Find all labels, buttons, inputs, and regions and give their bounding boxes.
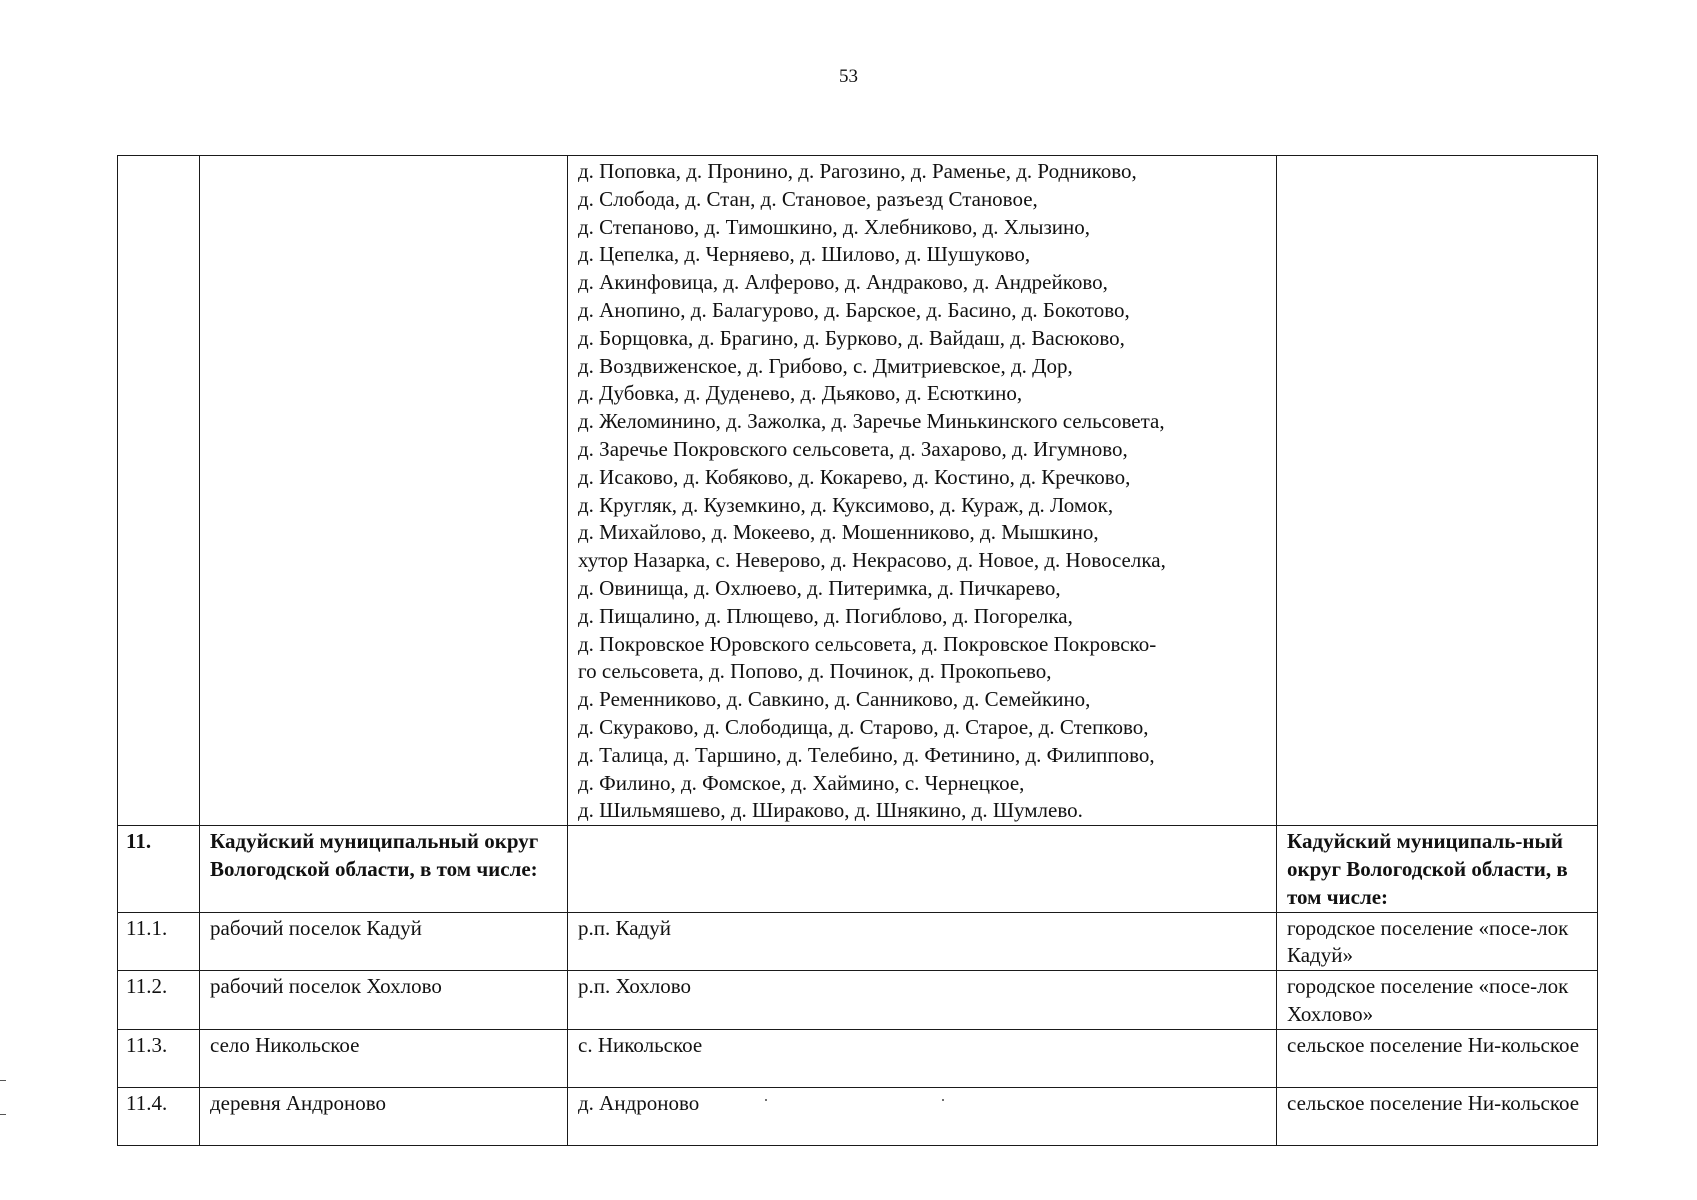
settlements-list-line: д. Покровское Юровского сельсовета, д. Покровское Покровско-: [578, 631, 1157, 656]
row-name: деревня Андроново: [200, 1087, 568, 1145]
section-row: [118, 826, 1598, 912]
section-name: Кадуйский муниципальный округ Вологодской области, в том числе:: [200, 826, 568, 912]
table-row: [118, 912, 1598, 971]
settlements-list-line: д. Кругляк, д. Куземкино, д. Куксимово, д. Кураж, д. Ломок,: [578, 492, 1114, 517]
settlements-list-line: д. Исаково, д. Кобяково, д. Кокарево, д. Костино, д. Кречково,: [578, 464, 1131, 489]
settlements-list-line: д. Желоминино, д. Зажолка, д. Заречье Минькинского сельсовета,: [578, 409, 1165, 434]
settlements-list-line: д. Слобода, д. Стан, д. Становое, разъезд Становое,: [578, 186, 1038, 211]
row-name: рабочий поселок Кадуй: [200, 912, 568, 971]
settlements-list-line: д. Овинища, д. Охлюево, д. Питеримка, д. Пичкарево,: [578, 575, 1061, 600]
settlements-list-line: д. Талица, д. Таршино, д. Телебино, д. Фетинино, д. Филиппово,: [578, 742, 1155, 767]
table-row: [118, 1029, 1598, 1087]
settlements-list-line: д. Воздвиженское, д. Грибово, с. Дмитриевское, д. Дор,: [578, 353, 1073, 378]
settlements-list-line: д. Шильмяшево, д. Шираково, д. Шнякино, д. Шумлево.: [578, 798, 1083, 823]
section-settlements: [568, 826, 1277, 912]
settlements-list-cell: [568, 156, 1277, 826]
settlements-list-line: д. Михайлово, д. Мокеево, д. Мошенниково, д. Мышкино,: [578, 520, 1099, 545]
row-name: село Никольское: [200, 1029, 568, 1087]
name-cell: [200, 156, 568, 826]
scan-margin-mark: [0, 1114, 6, 1115]
settlements-list-line: д. Цепелка, д. Черняево, д. Шилово, д. Шушуково,: [578, 242, 1031, 267]
row-number: 11.4.: [118, 1087, 200, 1145]
settlements-list-line: д. Дубовка, д. Дуденево, д. Дьяково, д. Есюткино,: [578, 381, 1023, 406]
page-number: 53: [839, 66, 858, 87]
scan-margin-mark: [0, 1080, 6, 1081]
row-municipality: городское поселение «посе-лок Хохлово»: [1277, 971, 1598, 1030]
number-cell: [118, 156, 200, 826]
row-number: 11.2.: [118, 971, 200, 1030]
row-settlements: д. Андроново: [568, 1087, 1277, 1145]
scan-dot: [942, 1099, 944, 1101]
row-municipality: городское поселение «посе-лок Кадуй»: [1277, 912, 1598, 971]
row-name: рабочий поселок Хохлово: [200, 971, 568, 1030]
settlements-list-line: д. Скураково, д. Слободища, д. Старово, д. Старое, д. Степково,: [578, 714, 1149, 739]
settlements-list-line: го сельсовета, д. Попово, д. Починок, д. Прокопьево,: [578, 659, 1052, 684]
row-settlements: с. Никольское: [568, 1029, 1277, 1087]
table-row: [118, 971, 1598, 1030]
settlements-table: [117, 155, 1598, 1146]
section-number: 11.: [118, 826, 200, 912]
settlements-list-line: д. Пищалино, д. Плющево, д. Погиблово, д. Погорелка,: [578, 603, 1073, 628]
settlements-list-line: д. Филино, д. Фомское, д. Хаймино, с. Чернецкое,: [578, 770, 1025, 795]
settlements-list-line: хутор Назарка, с. Неверово, д. Некрасово, д. Новое, д. Новоселка,: [578, 548, 1166, 573]
settlements-list-line: д. Ременниково, д. Савкино, д. Санниково, д. Семейкино,: [578, 687, 1091, 712]
row-municipality: сельское поселение Ни-кольское: [1277, 1029, 1598, 1087]
settlements-list-line: д. Степаново, д. Тимошкино, д. Хлебниково, д. Хлызино,: [578, 214, 1091, 239]
row-number: 11.3.: [118, 1029, 200, 1087]
section-municipality: Кадуйский муниципаль-ный округ Вологодской области, в том числе:: [1277, 826, 1598, 912]
settlements-list-line: д. Борщовка, д. Брагино, д. Бурково, д. Вайдаш, д. Васюково,: [578, 325, 1125, 350]
settlements-list-line: д. Анопино, д. Балагурово, д. Барское, д. Басино, д. Бокотово,: [578, 297, 1130, 322]
settlements-list-line: д. Поповка, д. Пронино, д. Рагозино, д. Раменье, д. Родниково,: [578, 159, 1137, 183]
settlements-list-line: д. Заречье Покровского сельсовета, д. Захарово, д. Игумново,: [578, 436, 1128, 461]
row-settlements: р.п. Кадуй: [568, 912, 1277, 971]
settlements-list-line: д. Акинфовица, д. Алферово, д. Андраково, д. Андрейково,: [578, 270, 1108, 295]
continuation-row: [118, 156, 1598, 826]
municipality-cell: [1277, 156, 1598, 826]
table-row: [118, 1087, 1598, 1145]
row-municipality: сельское поселение Ни-кольское: [1277, 1087, 1598, 1145]
row-number: 11.1.: [118, 912, 200, 971]
row-settlements: р.п. Хохлово: [568, 971, 1277, 1030]
scan-dot: [765, 1099, 767, 1101]
